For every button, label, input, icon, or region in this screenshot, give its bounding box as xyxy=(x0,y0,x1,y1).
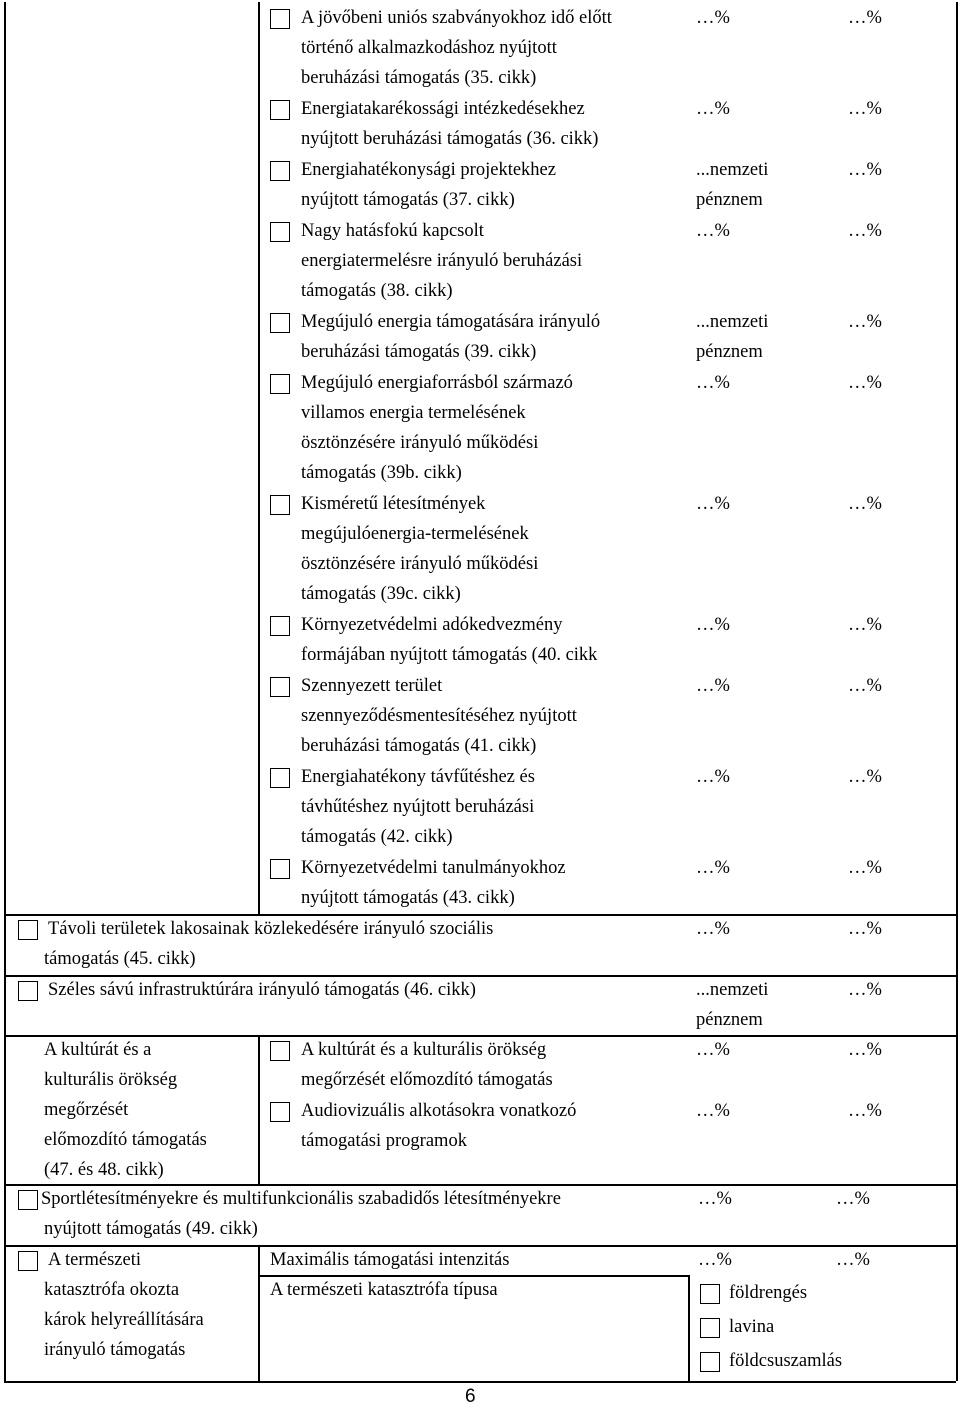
table-rule xyxy=(258,2,260,914)
disaster-type-option: földrengés xyxy=(729,1283,808,1303)
aid-type-label: Megújuló energia támogatására irányuló xyxy=(301,312,601,332)
table-rule xyxy=(4,1035,956,1037)
table-rule xyxy=(956,2,958,1381)
max-intensity-value: …% xyxy=(696,676,730,696)
aid-type-checkbox[interactable] xyxy=(270,9,290,29)
max-intensity-value: …% xyxy=(696,858,730,878)
disaster-type-checkbox[interactable] xyxy=(700,1284,720,1304)
aid-type-label: Megújuló energiaforrásból származó xyxy=(301,373,573,393)
page-number: 6 xyxy=(465,1386,476,1407)
aid-type-label: ösztönzésére irányuló működési xyxy=(301,554,539,574)
max-intensity-value: …% xyxy=(696,8,730,28)
intensity-label: Maximális támogatási intenzitás xyxy=(270,1250,510,1270)
max-amount-value: …% xyxy=(848,8,882,28)
aid-type-label: Környezetvédelmi adókedvezmény xyxy=(301,615,563,635)
aid-type-label: nyújtott beruházási támogatás (36. cikk) xyxy=(301,129,599,149)
max-intensity-value: …% xyxy=(696,615,730,635)
disaster-type-checkbox[interactable] xyxy=(700,1318,720,1338)
aid-type-label: szennyeződésmentesítéséhez nyújtott xyxy=(301,706,577,726)
max-intensity-value: …% xyxy=(696,1040,730,1060)
disaster-type-checkbox[interactable] xyxy=(700,1352,720,1372)
aid-type-label: megújulóenergia-termelésének xyxy=(301,524,529,544)
aid-type-checkbox[interactable] xyxy=(270,616,290,636)
section-heading: katasztrófa okozta xyxy=(44,1280,180,1300)
aid-type-label: Nagy hatásfokú kapcsolt xyxy=(301,221,484,241)
max-amount-value: …% xyxy=(848,373,882,393)
section-heading: kulturális örökség xyxy=(44,1070,178,1090)
max-amount-value: …% xyxy=(848,767,882,787)
table-rule xyxy=(258,1275,688,1277)
aid-type-label: Energiatakarékossági intézkedésekhez xyxy=(301,99,585,119)
disaster-type-option: földcsuszamlás xyxy=(729,1351,843,1371)
max-intensity-value: ...nemzeti xyxy=(696,980,769,1000)
table-rule xyxy=(4,914,956,916)
aid-type-label: megőrzését előmozdító támogatás xyxy=(301,1070,553,1090)
aid-type-label: ösztönzésére irányuló működési xyxy=(301,433,539,453)
table-rule xyxy=(4,1381,956,1383)
aid-type-label: Környezetvédelmi tanulmányokhoz xyxy=(301,858,566,878)
aid-type-label: Energiahatékony távfűtéshez és xyxy=(301,767,535,787)
aid-type-checkbox[interactable] xyxy=(270,374,290,394)
max-intensity-value: ...nemzeti xyxy=(696,160,769,180)
max-amount-value: …% xyxy=(836,1250,870,1270)
aid-type-label: Sportlétesítményekre és multifunkcionális szabadidős létesítményekre xyxy=(41,1189,561,1209)
aid-type-label: támogatás (45. cikk) xyxy=(44,949,196,969)
aid-type-label: támogatás (39b. cikk) xyxy=(301,463,462,483)
aid-type-label: beruházási támogatás (39. cikk) xyxy=(301,342,537,362)
aid-type-label: beruházási támogatás (41. cikk) xyxy=(301,736,537,756)
table-rule xyxy=(4,1245,956,1247)
table-rule xyxy=(258,1245,260,1381)
max-intensity-value: ...nemzeti xyxy=(696,312,769,332)
table-rule xyxy=(4,975,956,977)
aid-type-label: támogatás (39c. cikk) xyxy=(301,584,461,604)
disaster-type-label: A természeti katasztrófa típusa xyxy=(270,1280,498,1300)
max-amount-value: …% xyxy=(848,99,882,119)
aid-type-checkbox[interactable] xyxy=(270,222,290,242)
table-rule xyxy=(688,1275,690,1381)
aid-type-label: támogatás (42. cikk) xyxy=(301,827,453,847)
aid-type-label: Kisméretű létesítmények xyxy=(301,494,486,514)
max-amount-value: …% xyxy=(848,494,882,514)
aid-type-label: beruházási támogatás (35. cikk) xyxy=(301,68,537,88)
max-intensity-value: …% xyxy=(696,221,730,241)
max-amount-value: …% xyxy=(848,221,882,241)
aid-type-checkbox[interactable] xyxy=(270,859,290,879)
max-intensity-value: pénznem xyxy=(696,190,763,210)
max-intensity-value: …% xyxy=(696,767,730,787)
aid-type-label: Széles sávú infrastruktúrára irányuló támogatás (46. cikk) xyxy=(48,980,476,1000)
aid-type-checkbox[interactable] xyxy=(270,1102,290,1122)
aid-type-label: villamos energia termelésének xyxy=(301,403,526,423)
aid-type-label: távhűtéshez nyújtott beruházási xyxy=(301,797,535,817)
max-intensity-value: pénznem xyxy=(696,342,763,362)
max-intensity-value: …% xyxy=(696,99,730,119)
table-rule xyxy=(4,2,6,1381)
disaster-type-option: lavina xyxy=(729,1317,775,1337)
max-intensity-value: pénznem xyxy=(696,1010,763,1030)
section-heading: A természeti xyxy=(48,1250,141,1270)
aid-type-checkbox[interactable] xyxy=(18,920,38,940)
aid-type-label: A kultúrát és a kulturális örökség xyxy=(301,1040,547,1060)
section-heading: A kultúrát és a xyxy=(44,1040,152,1060)
aid-type-label: Távoli területek lakosainak közlekedésére irányuló szociális xyxy=(48,919,494,939)
aid-type-label: nyújtott támogatás (43. cikk) xyxy=(301,888,515,908)
aid-type-checkbox[interactable] xyxy=(18,981,38,1001)
max-amount-value: …% xyxy=(848,1101,882,1121)
aid-type-label: Energiahatékonysági projektekhez xyxy=(301,160,556,180)
max-amount-value: …% xyxy=(848,1040,882,1060)
max-intensity-value: …% xyxy=(696,1101,730,1121)
max-amount-value: …% xyxy=(848,615,882,635)
max-amount-value: …% xyxy=(848,160,882,180)
aid-type-label: nyújtott támogatás (37. cikk) xyxy=(301,190,515,210)
max-amount-value: …% xyxy=(836,1189,870,1209)
max-amount-value: …% xyxy=(848,858,882,878)
section-heading: irányuló támogatás xyxy=(44,1340,186,1360)
aid-type-checkbox[interactable] xyxy=(270,768,290,788)
section-heading: károk helyreállítására xyxy=(44,1310,204,1330)
max-amount-value: …% xyxy=(848,676,882,696)
aid-type-label: formájában nyújtott támogatás (40. cikk xyxy=(301,645,598,665)
aid-type-label: történő alkalmazkodáshoz nyújtott xyxy=(301,38,557,58)
table-rule xyxy=(258,1035,260,1184)
aid-type-checkbox[interactable] xyxy=(270,313,290,333)
max-amount-value: …% xyxy=(848,919,882,939)
max-intensity-value: …% xyxy=(696,373,730,393)
max-amount-value: …% xyxy=(848,980,882,1000)
aid-type-label: Szennyezett terület xyxy=(301,676,443,696)
section-heading: előmozdító támogatás xyxy=(44,1130,207,1150)
aid-type-label: nyújtott támogatás (49. cikk) xyxy=(44,1219,258,1239)
aid-type-label: Audiovizuális alkotásokra vonatkozó xyxy=(301,1101,577,1121)
aid-type-checkbox[interactable] xyxy=(18,1251,38,1271)
aid-type-checkbox[interactable] xyxy=(270,100,290,120)
section-heading: (47. és 48. cikk) xyxy=(44,1160,164,1180)
table-rule xyxy=(4,1184,956,1186)
aid-type-checkbox[interactable] xyxy=(270,161,290,181)
aid-type-checkbox[interactable] xyxy=(18,1190,38,1210)
aid-type-checkbox[interactable] xyxy=(270,677,290,697)
max-intensity-value: …% xyxy=(696,494,730,514)
max-intensity-value: …% xyxy=(698,1250,732,1270)
aid-type-label: támogatás (38. cikk) xyxy=(301,281,453,301)
section-heading: megőrzését xyxy=(44,1100,129,1120)
max-intensity-value: …% xyxy=(696,919,730,939)
aid-type-label: A jövőbeni uniós szabványokhoz idő előtt xyxy=(301,8,612,28)
aid-type-label: támogatási programok xyxy=(301,1131,467,1151)
max-intensity-value: …% xyxy=(698,1189,732,1209)
aid-type-checkbox[interactable] xyxy=(270,1041,290,1061)
aid-type-checkbox[interactable] xyxy=(270,495,290,515)
aid-type-label: energiatermelésre irányuló beruházási xyxy=(301,251,583,271)
max-amount-value: …% xyxy=(848,312,882,332)
